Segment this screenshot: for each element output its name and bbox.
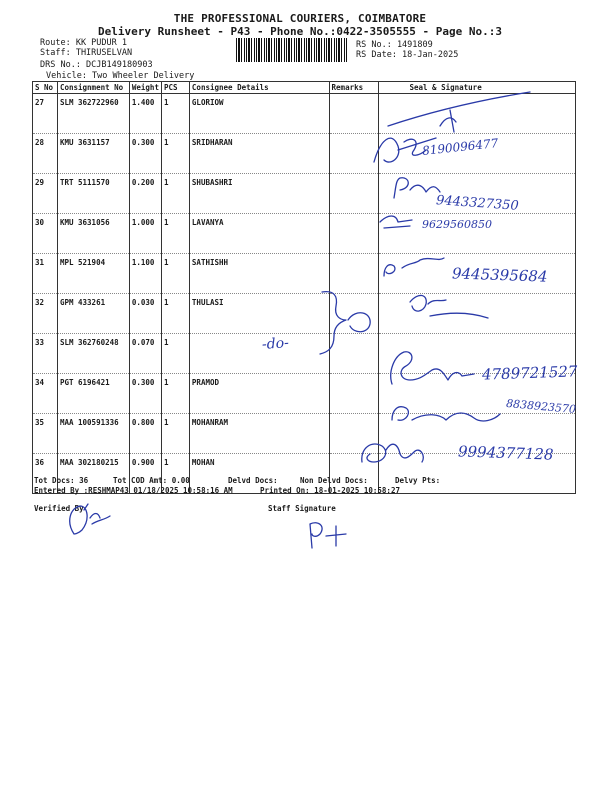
runsheet-subtitle: Delivery Runsheet - P43 - Phone No.:0422-3505555 - Page No.:3 bbox=[98, 25, 502, 38]
col-consignment: Consignment No bbox=[57, 82, 129, 94]
col-pcs: PCS bbox=[161, 82, 189, 94]
handwritten-phone-36: 9994377128 bbox=[457, 442, 554, 464]
cell-weight: 0.300 bbox=[129, 134, 161, 174]
cell-remarks bbox=[329, 294, 379, 334]
company-title: THE PROFESSIONAL COURIERS, COIMBATORE bbox=[173, 12, 427, 25]
col-signature: Seal & Signature bbox=[379, 82, 576, 94]
cell-remarks bbox=[329, 414, 379, 454]
cell-weight: 0.030 bbox=[129, 294, 161, 334]
handwritten-phone-29: 9443327350 bbox=[435, 193, 520, 214]
route: Route: KK PUDUR 1 bbox=[40, 38, 127, 48]
cell-consignee: GLORIOW bbox=[189, 94, 329, 134]
cell-signature bbox=[379, 294, 576, 334]
cell-weight: 1.000 bbox=[129, 214, 161, 254]
cell-weight: 0.800 bbox=[129, 414, 161, 454]
cell-pcs: 1 bbox=[161, 414, 189, 454]
col-remarks: Remarks bbox=[329, 82, 379, 94]
cell-pcs: 1 bbox=[161, 174, 189, 214]
vehicle: Vehicle: Two Wheeler Delivery bbox=[46, 71, 195, 81]
cell-remarks bbox=[329, 374, 379, 414]
handwritten-phone-28: 8190096477 bbox=[421, 136, 499, 158]
cell-consignment: KMU 3631056 bbox=[57, 214, 129, 254]
cell-remarks bbox=[329, 174, 379, 214]
cell-remarks bbox=[329, 334, 379, 374]
cell-consignee: PRAMOD bbox=[189, 374, 329, 414]
cell-consignment: MAA 302180215 bbox=[57, 454, 129, 494]
cell-signature bbox=[379, 94, 576, 134]
cell-weight: 0.070 bbox=[129, 334, 161, 374]
table-header-row bbox=[33, 82, 576, 94]
cell-sno: 27 bbox=[33, 94, 58, 134]
staff-signature-label: Staff Signature bbox=[268, 504, 336, 513]
col-sno: S No bbox=[33, 82, 58, 94]
cell-sno: 33 bbox=[33, 334, 58, 374]
handwritten-phone-30: 9629560850 bbox=[422, 218, 492, 231]
cell-pcs: 1 bbox=[161, 334, 189, 374]
cell-consignee: MOHANRAM bbox=[189, 414, 329, 454]
cell-consignee: MOHAN bbox=[189, 454, 329, 494]
cell-pcs: 1 bbox=[161, 454, 189, 494]
cell-consignee: SRIDHARAN bbox=[189, 134, 329, 174]
cell-pcs: 1 bbox=[161, 134, 189, 174]
table-row bbox=[33, 94, 576, 134]
cell-consignee: THULASI bbox=[189, 294, 329, 334]
drs-number: DRS No.: DCJB149180903 bbox=[40, 60, 153, 70]
cell-consignee: LAVANYA bbox=[189, 214, 329, 254]
cell-weight: 0.900 bbox=[129, 454, 161, 494]
handwritten-ditto-33: -do- bbox=[261, 335, 290, 353]
cell-sno: 30 bbox=[33, 214, 58, 254]
cell-weight: 1.400 bbox=[129, 94, 161, 134]
col-consignee: Consignee Details bbox=[189, 82, 329, 94]
cell-pcs: 1 bbox=[161, 374, 189, 414]
verified-by-label: Verified By bbox=[34, 504, 84, 513]
cell-pcs: 1 bbox=[161, 254, 189, 294]
cell-consignment: MAA 100591336 bbox=[57, 414, 129, 454]
cell-consignee bbox=[189, 334, 329, 374]
cell-pcs: 1 bbox=[161, 214, 189, 254]
cell-consignment: SLM 362722960 bbox=[57, 94, 129, 134]
cell-weight: 1.100 bbox=[129, 254, 161, 294]
cell-consignment: GPM 433261 bbox=[57, 294, 129, 334]
cell-pcs: 1 bbox=[161, 294, 189, 334]
delivered-docs: Delvd Docs: bbox=[228, 476, 278, 485]
total-docs: Tot Docs: 36 bbox=[34, 476, 89, 485]
handwritten-phone-34: 4789721527 bbox=[481, 362, 578, 384]
non-delivered-docs: Non Delvd Docs: bbox=[300, 476, 368, 485]
entered-by: Entered By :RESHMAP43 01/18/2025 10:58:16 AM bbox=[34, 486, 233, 495]
cell-remarks bbox=[329, 214, 379, 254]
cell-sno: 34 bbox=[33, 374, 58, 414]
printed-on: Printed On: 18-01-2025 10:58:27 bbox=[260, 486, 400, 495]
cell-sno: 31 bbox=[33, 254, 58, 294]
delivery-points: Delvy Pts: bbox=[395, 476, 441, 485]
cell-pcs: 1 bbox=[161, 94, 189, 134]
cell-consignment: TRT 5111570 bbox=[57, 174, 129, 214]
cell-consignment: MPL 521904 bbox=[57, 254, 129, 294]
cell-sno: 29 bbox=[33, 174, 58, 214]
cell-remarks bbox=[329, 254, 379, 294]
rs-date: RS Date: 18-Jan-2025 bbox=[356, 50, 459, 60]
cell-consignee: SATHISHH bbox=[189, 254, 329, 294]
cell-consignment: PGT 6196421 bbox=[57, 374, 129, 414]
cell-sno: 28 bbox=[33, 134, 58, 174]
cell-weight: 0.200 bbox=[129, 174, 161, 214]
cell-remarks bbox=[329, 134, 379, 174]
barcode bbox=[236, 38, 348, 62]
cell-consignee: SHUBASHRI bbox=[189, 174, 329, 214]
handwritten-phone-31: 9445395684 bbox=[451, 264, 548, 286]
table-row bbox=[33, 294, 576, 334]
cell-remarks bbox=[329, 94, 379, 134]
col-weight: Weight bbox=[129, 82, 161, 94]
table-row bbox=[33, 214, 576, 254]
total-cod: Tot COD Amt: 0.00 bbox=[113, 476, 190, 485]
cell-sno: 35 bbox=[33, 414, 58, 454]
staff-signature-mark bbox=[310, 523, 346, 548]
rs-number: RS No.: 1491809 bbox=[356, 40, 433, 50]
staff: Staff: THIRUSELVAN bbox=[40, 48, 133, 58]
cell-sno: 36 bbox=[33, 454, 58, 494]
cell-weight: 0.300 bbox=[129, 374, 161, 414]
handwritten-phone-35: 8838923570 bbox=[505, 396, 577, 417]
cell-consignment: KMU 3631157 bbox=[57, 134, 129, 174]
cell-consignment: SLM 362760248 bbox=[57, 334, 129, 374]
cell-sno: 32 bbox=[33, 294, 58, 334]
